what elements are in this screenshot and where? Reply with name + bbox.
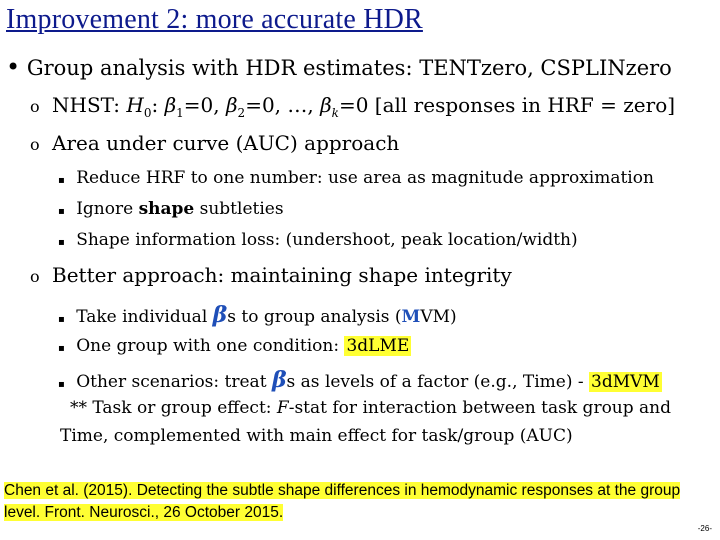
nhst-beta2: β <box>225 93 238 117</box>
nhst-colon: : <box>151 93 165 117</box>
program-3dmvm: 3dMVM <box>591 372 660 392</box>
bullet-nhst <box>30 93 675 120</box>
square-bullet-icon: ▪ <box>58 175 65 186</box>
nhst-beta2-sub: 2 <box>237 106 246 120</box>
citation-line-1: Chen et al. (2015). Detecting the subtle shape differences in hemodynamic responses at the group <box>4 482 681 499</box>
bullet-dot-icon: • <box>6 53 21 81</box>
bullet-auc <box>30 131 399 155</box>
circle-bullet-icon: o <box>30 135 40 154</box>
citation <box>4 480 712 524</box>
square-bullet-icon: ▪ <box>58 379 65 390</box>
nhst-h: H <box>126 93 144 117</box>
better-item-2 <box>58 336 411 356</box>
page-number: -26- <box>697 524 712 533</box>
bullet-main <box>6 53 672 81</box>
square-bullet-icon: ▪ <box>58 314 65 325</box>
auc-item-2-pre: Ignore <box>76 199 139 219</box>
square-bullet-icon: ▪ <box>58 206 65 217</box>
nhst-beta1-eq: =0, <box>183 93 226 117</box>
beta-symbol: β <box>271 367 287 393</box>
auc-item-2 <box>58 199 284 219</box>
better-item-2-pre: One group with one condition: <box>76 336 345 356</box>
auc-item-3-text: Shape information loss: (undershoot, peak location/width) <box>76 230 578 250</box>
square-bullet-icon: ▪ <box>58 237 65 248</box>
note-line-1 <box>70 398 671 418</box>
nhst-beta2-eq: =0, …, <box>245 93 321 117</box>
nhst-beta1: β <box>164 93 177 117</box>
auc-text: Area under curve (AUC) approach <box>52 131 400 155</box>
bullet-better <box>30 263 512 287</box>
beta-symbol: β <box>212 302 228 328</box>
better-text: Better approach: maintaining shape integrity <box>52 263 512 287</box>
auc-item-1-text: Reduce HRF to one number: use area as magnitude approximation <box>76 168 654 188</box>
nhst-betak-eq: =0 [all responses in HRF = zero] <box>338 93 676 117</box>
square-bullet-icon: ▪ <box>58 343 65 354</box>
nhst-betak-sub: k <box>331 106 339 120</box>
auc-item-1 <box>58 168 654 188</box>
mvm-m: M <box>401 307 421 327</box>
circle-bullet-icon: o <box>30 97 40 116</box>
note-line-1-pre: ** Task or group effect: <box>70 398 277 418</box>
better-item-3-mid: s as levels of a factor (e.g., Time) - <box>286 372 590 392</box>
better-item-1 <box>58 302 457 328</box>
better-item-1-post: VM) <box>420 307 457 327</box>
note-f: F <box>276 398 289 418</box>
better-item-3-pre: Other scenarios: treat <box>76 372 272 392</box>
nhst-h-sub: 0 <box>143 106 152 120</box>
auc-item-2-post: subtleties <box>194 199 284 219</box>
slide-title: Improvement 2: more accurate HDR <box>6 4 423 35</box>
auc-item-2-bold: shape <box>138 199 195 219</box>
better-item-1-pre: Take individual <box>76 307 213 327</box>
citation-line-2: level. Front. Neurosci., 26 October 2015. <box>4 504 284 521</box>
program-3dlme: 3dLME <box>346 336 410 356</box>
note-line-2: Time, complemented with main effect for task/group (AUC) <box>60 426 573 446</box>
better-item-3 <box>58 367 662 393</box>
auc-item-3 <box>58 230 578 250</box>
better-item-1-mid: s to group analysis ( <box>227 307 402 327</box>
note-line-1-post: -stat for interaction between task group and <box>288 398 672 418</box>
nhst-beta1-sub: 1 <box>176 106 184 120</box>
nhst-prefix: NHST: <box>52 93 127 117</box>
bullet-main-text: Group analysis with HDR estimates: TENTzero, CSPLINzero <box>26 56 672 80</box>
nhst-betak: β <box>320 93 332 117</box>
circle-bullet-icon: o <box>30 267 40 286</box>
